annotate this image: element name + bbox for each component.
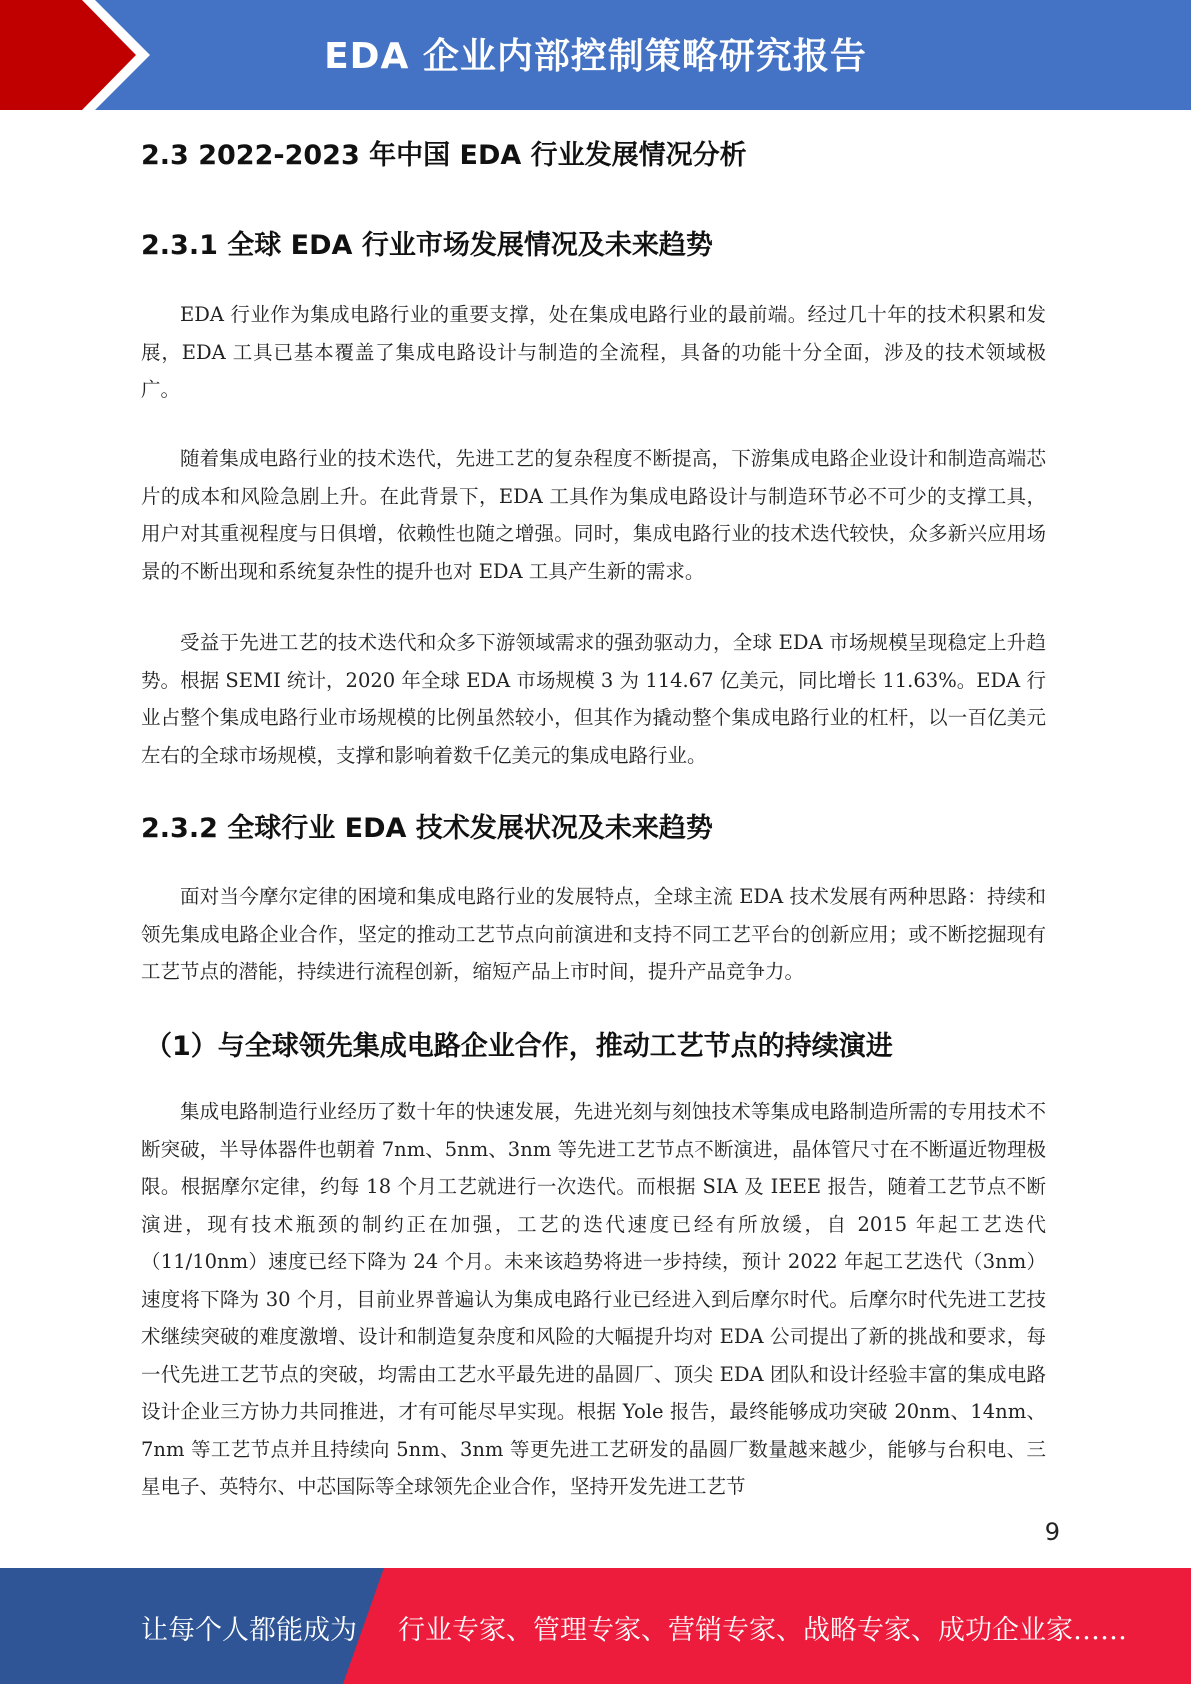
section-heading-2-3-2: 2.3.2 全球行业 EDA 技术发展状况及未来趋势 bbox=[141, 813, 713, 844]
paragraph: 集成电路制造行业经历了数十年的快速发展，先进光刻与刻蚀技术等集成电路制造所需的专用技术不断突破，半导体器件也朝着 7nm、5nm、3nm 等先进工艺节点不断演进，晶体管尺寸在不断逼近物理极限。根据摩尔定律，约每 18 个月工艺就进行一次迭代。而根据 SIA 及 IEEE 报告，随着工艺节点不断演进，现有技术瓶颈的制约正在加强，工艺的迭代速度已经有所放缓，自 2015 年起工艺迭代（11/10nm）速度已经下降为 24 个月。未来该趋势将进一步持续，预计 2022 年起工艺迭代（3nm）速度将下降为 30 个月，目前业界普遍认为集成电路行业已经进入到后摩尔时代。后摩尔时代先进工艺技术继续突破的难度激增、设计和制造复杂度和风险的大幅提升均对 EDA 公司提出了新的挑战和要求，每一代先进工艺节点的突破，均需由工艺水平最先进的晶圆厂、顶尖 EDA 团队和设计经验丰富的集成电路设计企业三方协力共同推进，才有可能尽早实现。根据 Yole 报告，最终能够成功突破 20nm、14nm、7nm 等工艺节点并且持续向 5nm、3nm 等更先进工艺研发的晶圆厂数量越来越少，能够与台积电、三星电子、英特尔、中芯国际等全球领先企业合作，坚持开发先进工艺节 bbox=[141, 1100, 1046, 1498]
paragraph: 受益于先进工艺的技术迭代和众多下游领域需求的强劲驱动力，全球 EDA 市场规模呈现稳定上升趋势。根据 SEMI 统计，2020 年全球 EDA 市场规模 3 为 114.67 亿美元，同比增长 11.63%。EDA 行业占整个集成电路行业市场规模的比例虽然较小，但其作为撬动整个集成电路行业的杠杆，以一百亿美元左右的全球市场规模，支撑和影响着数千亿美元的集成电路行业。 bbox=[141, 631, 1046, 767]
page-footer bbox=[0, 1568, 1191, 1684]
subsection-heading-1: （1）与全球领先集成电路企业合作，推动工艺节点的持续演进 bbox=[145, 1031, 893, 1062]
paragraph: 随着集成电路行业的技术迭代，先进工艺的复杂程度不断提高，下游集成电路企业设计和制造高端芯片的成本和风险急剧上升。在此背景下，EDA 工具作为集成电路设计与制造环节必不可少的支撑工具，用户对其重视程度与日俱增，依赖性也随之增强。同时，集成电路行业的技术迭代较快，众多新兴应用场景的不断出现和系统复杂性的提升也对 EDA 工具产生新的需求。 bbox=[141, 447, 1046, 583]
footer-slogan-left: 让每个人都能成为 bbox=[141, 1615, 357, 1646]
paragraph: EDA 行业作为集成电路行业的重要支撑，处在集成电路行业的最前端。经过几十年的技术积累和发展，EDA 工具已基本覆盖了集成电路设计与制造的全流程，具备的功能十分全面，涉及的技术领域极广。 bbox=[141, 303, 1046, 401]
section-heading-2-3-1: 2.3.1 全球 EDA 行业市场发展情况及未来趋势 bbox=[141, 230, 713, 261]
header-title: EDA 企业内部控制策略研究报告 bbox=[324, 36, 867, 77]
footer-slogan-right: 行业专家、管理专家、营销专家、战略专家、成功企业家…… bbox=[398, 1615, 1127, 1646]
section-heading-2-3: 2.3 2022-2023 年中国 EDA 行业发展情况分析 bbox=[141, 140, 747, 171]
paragraph: 面对当今摩尔定律的困境和集成电路行业的发展特点，全球主流 EDA 技术发展有两种思路：持续和领先集成电路企业合作，坚定的推动工艺节点向前演进和支持不同工艺平台的创新应用；或不断挖掘现有工艺节点的潜能，持续进行流程创新，缩短产品上市时间，提升产品竞争力。 bbox=[141, 885, 1046, 983]
page-header bbox=[0, 0, 1191, 110]
page-number: 9 bbox=[1044, 1518, 1060, 1546]
